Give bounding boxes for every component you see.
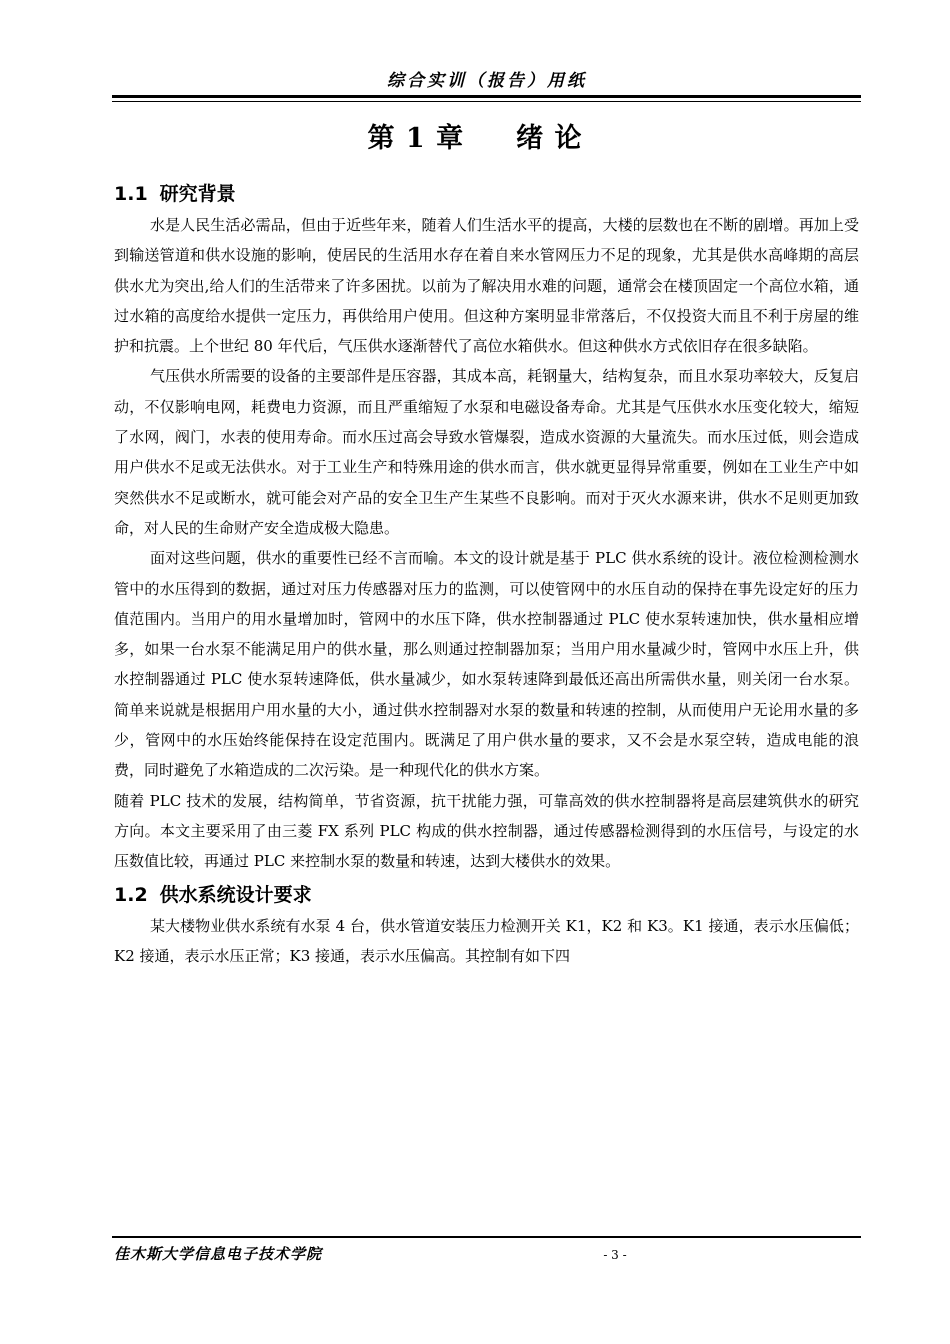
section-heading-1-1 bbox=[114, 178, 859, 210]
paragraph: 水是人民生活必需品，但由于近些年来，随着人们生活水平的提高，大楼的层数也在不断的剧增。再加上受到输送管道和供水设施的影响，使居民的生活用水存在着自来水管网压力不足的现象，尤其是供水高峰期的高层供水尤为突出,给人们的生活带来了许多困扰。以前为了解决用水难的问题，通常会在楼顶固定一个高位水箱，通过水箱的高度给水提供一定压力，再供给用户使用。但这种方案明显非常落后，不仅投资大而且不利于房屋的维护和抗震。上个世纪 80 年代后，气压供水逐渐替代了高位水箱供水。但这种供水方式依旧存在很多缺陷。 bbox=[114, 216, 859, 356]
section-number: 1.1 bbox=[114, 183, 148, 205]
section-title: 研究背景 bbox=[159, 183, 236, 205]
section-title: 供水系统设计要求 bbox=[159, 883, 312, 906]
paragraph: 气压供水所需要的设备的主要部件是压容器，其成本高，耗钢量大，结构复杂，而且水泵功率较大，反复启动，不仅影响电网，耗费电力资源，而且严重缩短了水泵和电磁设备寿命。尤其是气压供水水压变化较大，缩短了水网，阀门，水表的使用寿命。而水压过高会导致水管爆裂，造成水资源的大量流失。而水压过低，则会造成用户供水不足或无法供水。对于工业生产和特殊用途的供水而言，供水就更显得异常重要，例如在工业生产中如突然供水不足或断水，就可能会对产品的安全卫生产生某些不良影响。而对于灭火水源来讲，供水不足则更加致命，对人民的生命财产安全造成极大隐患。 bbox=[114, 367, 859, 537]
section-heading-1-2 bbox=[114, 879, 859, 911]
header-rule-thick bbox=[112, 95, 861, 98]
paragraph: 随着 PLC 技术的发展，结构简单，节省资源，抗干扰能力强，可靠高效的供水控制器将是高层建筑供水的研究方向。本文主要采用了由三菱 FX 系列 PLC 构成的供水控制器，通过传感器检测得到的水压信号，与设定的水压数值比较，再通过 PLC 来控制水泵的数量和转速，达到大楼供水的效果。 bbox=[114, 791, 859, 871]
paragraph: 面对这些问题，供水的重要性已经不言而喻。本文的设计就是基于 PLC 供水系统的设计。液位检测检测水管中的水压得到的数据，通过对压力传感器对压力的监测，可以使管网中的水压自动的保持在事先设定好的压力值范围内。当用户的用水量增加时，管网中的水压下降，供水控制器通过 PLC 使水泵转速加快，供水量相应增多，如果一台水泵不能满足用户的供水量，那么则通过控制器加泵；当用户用水量减少时，管网中水压上升，供水控制器通过 PLC 使水泵转速降低，供水量减少，如水泵转速降到最低还高出所需供水量，则关闭一台水泵。简单来说就是根据用户用水量的大小，通过供水控制器对水泵的数量和转速的控制，从而使用户无论用水量的多少，管网中的水压始终能保持在设定范围内。既满足了用户供水量的要求，又不会是水泵空转，造成电能的浪费，同时避免了水箱造成的二次污染。是一种现代化的供水方案。 bbox=[114, 549, 859, 780]
header-rule-thin bbox=[112, 101, 861, 102]
chapter-name: 绪 论 bbox=[516, 123, 583, 154]
document-body bbox=[114, 178, 859, 971]
footer-school-name: 佳木斯大学信息电子技术学院 bbox=[114, 1245, 323, 1263]
paragraph: 某大楼物业供水系统有水泵 4 台，供水管道安装压力检测开关 K1，K2 和 K3。K1 接通，表示水压偏低；K2 接通，表示水压正常；K3 接通，表示水压偏高。其控制有如下四 bbox=[114, 916, 859, 965]
chapter-number: 第 1 章 bbox=[367, 123, 465, 154]
page-number: - 3 - bbox=[603, 1248, 627, 1262]
page-header-title: 综合实训（报告）用纸 bbox=[387, 71, 587, 91]
chapter-title bbox=[0, 116, 950, 155]
footer-rule bbox=[112, 1236, 861, 1238]
section-number: 1.2 bbox=[114, 883, 148, 906]
